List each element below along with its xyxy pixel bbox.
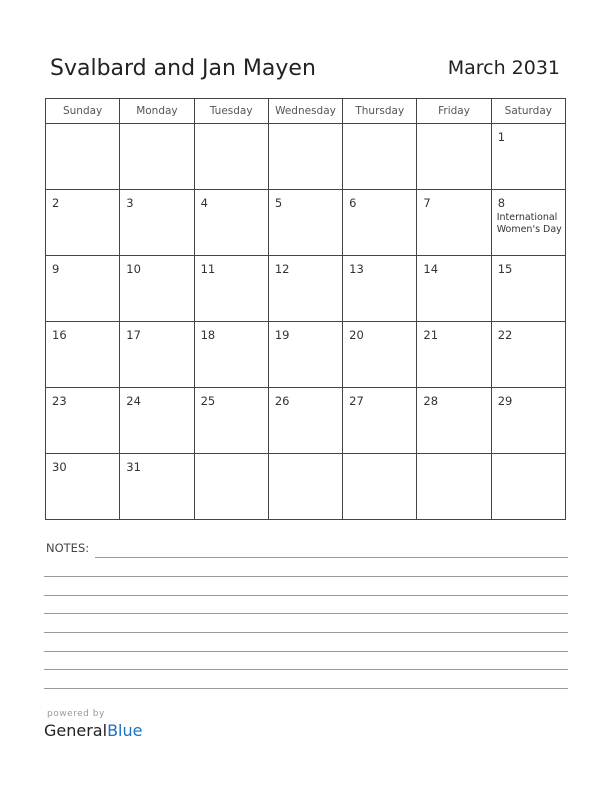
day-number: 22: [497, 328, 513, 342]
day-cell[interactable]: [343, 256, 417, 322]
day-cell[interactable]: [120, 388, 194, 454]
note-line: [44, 576, 568, 577]
day-number: 7: [423, 196, 431, 210]
note-line: [44, 613, 568, 614]
day-number: 29: [497, 394, 513, 408]
day-cell[interactable]: [417, 256, 491, 322]
empty-day-cell: [343, 454, 417, 520]
day-number: 26: [274, 394, 290, 408]
empty-day-cell: [417, 454, 491, 520]
notes-label: NOTES:: [46, 541, 90, 555]
empty-day-cell: [46, 124, 120, 190]
day-cell[interactable]: [417, 388, 491, 454]
day-number: 8: [497, 196, 506, 210]
week-row: [46, 322, 566, 388]
weekday-header: Friday: [417, 99, 491, 124]
empty-day-cell: [343, 124, 417, 190]
empty-day-cell: [194, 454, 268, 520]
day-number: 15: [497, 262, 513, 276]
day-number: 5: [274, 196, 283, 210]
weekday-header: Sunday: [46, 99, 120, 124]
note-line: [44, 632, 568, 633]
weekday-header: Monday: [120, 99, 194, 124]
day-cell[interactable]: [417, 190, 491, 256]
day-cell[interactable]: [268, 322, 342, 388]
day-cell[interactable]: [491, 388, 565, 454]
weekday-header-row: [46, 99, 566, 124]
day-cell[interactable]: [46, 454, 120, 520]
day-cell[interactable]: [491, 256, 565, 322]
day-cell[interactable]: [120, 454, 194, 520]
day-number: 18: [200, 328, 216, 342]
empty-day-cell: [194, 124, 268, 190]
day-number: 3: [126, 196, 134, 210]
brand-general: General: [44, 721, 108, 740]
day-cell[interactable]: [343, 388, 417, 454]
week-row: [46, 124, 566, 190]
note-line: [44, 688, 568, 689]
day-number: 11: [200, 262, 216, 276]
day-cell[interactable]: [491, 124, 565, 190]
note-line: [44, 669, 568, 670]
empty-day-cell: [417, 124, 491, 190]
weekday-header: Wednesday: [268, 99, 342, 124]
day-cell[interactable]: [194, 322, 268, 388]
day-cell[interactable]: [46, 322, 120, 388]
day-cell[interactable]: [46, 388, 120, 454]
week-row: [46, 256, 566, 322]
day-number: 13: [349, 262, 364, 276]
day-number: 2: [52, 196, 60, 210]
calendar-title: Svalbard and Jan Mayen: [50, 56, 316, 81]
day-number: 16: [52, 328, 67, 342]
powered-by-text: powered by: [47, 709, 105, 719]
day-cell[interactable]: [46, 256, 120, 322]
note-line: [95, 557, 568, 558]
day-number: 9: [52, 262, 60, 276]
day-number: 23: [52, 394, 67, 408]
note-line: [44, 651, 568, 652]
day-number: 21: [423, 328, 439, 342]
day-number: 6: [349, 196, 357, 210]
week-row: [46, 454, 566, 520]
note-line: [44, 595, 568, 596]
day-number: 14: [423, 262, 439, 276]
day-number: 1: [497, 130, 506, 144]
day-cell[interactable]: [268, 256, 342, 322]
day-cell[interactable]: [491, 322, 565, 388]
day-cell[interactable]: [194, 190, 268, 256]
day-number: 31: [126, 460, 141, 474]
day-cell[interactable]: [46, 190, 120, 256]
day-number: 17: [126, 328, 141, 342]
empty-day-cell: [120, 124, 194, 190]
day-number: 27: [349, 394, 364, 408]
empty-day-cell: [491, 454, 565, 520]
generalblue-logo[interactable]: [44, 721, 142, 740]
week-row: [46, 388, 566, 454]
day-cell[interactable]: [491, 190, 565, 256]
day-cell[interactable]: [417, 322, 491, 388]
day-cell[interactable]: [343, 190, 417, 256]
holiday-label: International Women's Day: [496, 212, 562, 235]
week-row: [46, 190, 566, 256]
weekday-header: Thursday: [343, 99, 417, 124]
empty-day-cell: [268, 454, 342, 520]
day-number: 30: [52, 460, 67, 474]
calendar-grid: [45, 98, 566, 520]
empty-day-cell: [268, 124, 342, 190]
day-cell[interactable]: [268, 190, 342, 256]
day-number: 25: [200, 394, 216, 408]
weekday-header: Saturday: [491, 99, 565, 124]
day-cell[interactable]: [120, 256, 194, 322]
day-cell[interactable]: [194, 388, 268, 454]
calendar-month: March 2031: [447, 57, 560, 79]
day-number: 12: [274, 262, 290, 276]
day-cell[interactable]: [120, 322, 194, 388]
day-number: 4: [200, 196, 208, 210]
day-number: 28: [423, 394, 439, 408]
day-number: 19: [274, 328, 290, 342]
day-cell[interactable]: [194, 256, 268, 322]
day-cell[interactable]: [120, 190, 194, 256]
weekday-header: Tuesday: [194, 99, 268, 124]
day-number: 24: [126, 394, 141, 408]
day-cell[interactable]: [343, 322, 417, 388]
brand-blue: Blue: [107, 721, 143, 740]
day-number: 10: [126, 262, 141, 276]
day-cell[interactable]: [268, 388, 342, 454]
day-number: 20: [349, 328, 364, 342]
